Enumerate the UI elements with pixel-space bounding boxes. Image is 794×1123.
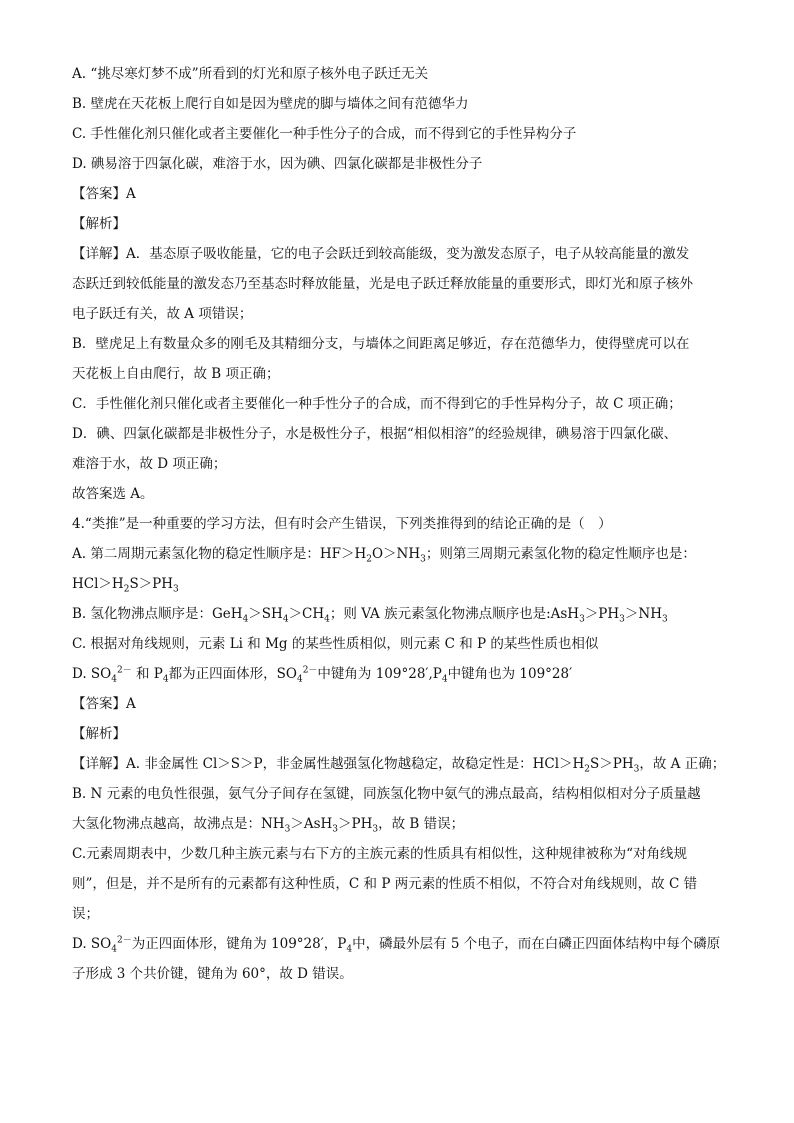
q3-option-d: D. 碘易溶于四氯化碳，难溶于水，因为碘、四氯化碳都是非极性分子 xyxy=(72,156,483,172)
q3-analysis-label: 【解析】 xyxy=(72,216,126,232)
q4-analysis-c-cont: 则”，但是，并不是所有的元素都有这种性质，C 和 P 两元素的性质不相似，不符合对角线规则，故 C 错 xyxy=(72,876,698,892)
q3-analysis-line: C．手性催化剂只催化或者主要催化一种手性分子的合成，而不得到它的手性异构分子，故 C 项正确； xyxy=(72,396,682,412)
q3-analysis-line: B．壁虎足上有数量众多的刚毛及其精细分支，与墙体之间距离足够近，存在范德华力，使得壁虎可以在 xyxy=(72,336,690,352)
q4-option-c: C. 根据对角线规则，元素 Li 和 Mg 的某些性质相似，则元素 C 和 P 的某些性质也相似 xyxy=(72,636,599,652)
q3-answer: 【答案】A xyxy=(72,186,136,202)
q3-analysis-line: 态跃迁到较低能量的激发态乃至基态时释放能量，光是电子跃迁释放能量的重要形式，即灯光和原子核外 xyxy=(72,276,693,292)
q4-analysis-d-cont: 子形成 3 个共价键，键角为 60°，故 D 错误。 xyxy=(72,966,353,982)
q3-option-a: A. “挑尽寒灯梦不成”所看到的灯光和原子核外电子跃迁无关 xyxy=(72,66,429,82)
q4-analysis-label: 【解析】 xyxy=(72,726,126,742)
q4-option-b: B. 氢化物沸点顺序是：$GeH_4>SH_4>CH_4$；则 VA 族元素氢化物沸点顺序也是$:AsH_3>PH_3>NH_3$ xyxy=(72,606,668,625)
q3-analysis-line: 【详解】A．基态原子吸收能量，它的电子会跃迁到较高能级，变为激发态原子，电子从较高能量的激发 xyxy=(72,246,690,262)
q3-analysis-line: 电子跃迁有关，故 A 项错误； xyxy=(72,306,253,322)
q4-analysis-b-cont: 大氢化物沸点越高，故沸点是：$NH_3>AsH_3>PH_3$，故 B 错误； xyxy=(72,816,465,835)
q4-option-a-cont: $HCl>H_2S>PH_3$ xyxy=(72,576,179,595)
document-page xyxy=(72,64,732,994)
q3-option-b: B. 壁虎在天花板上爬行自如是因为壁虎的脚与墙体之间有范德华力 xyxy=(72,96,469,112)
q3-analysis-line: 难溶于水，故 D 项正确； xyxy=(72,456,227,472)
q3-option-c: C. 手性催化剂只催化或者主要催化一种手性分子的合成，而不得到它的手性异构分子 xyxy=(72,126,577,142)
q4-analysis-b: B. N 元素的电负性很强，氨气分子间存在氢键，同族氢化物中氨气的沸点最高，结构相似相对分子质量越 xyxy=(72,786,701,802)
q4-option-d: D. $SO_4^{2-}$ 和 $P_4$都为正四面体形，$SO_4^{2-}$中键角为 $109^\circ 28',P_4$中键角也为 109°28′ xyxy=(72,665,573,685)
q4-analysis-a: 【详解】A. 非金属性 Cl＞S＞P，非金属性越强氢化物越稳定，故稳定性是：$HCl>H_2S>PH_3$，故 A 正确； xyxy=(72,756,726,775)
q4-answer: 【答案】A xyxy=(72,696,136,712)
q4-stem: 4.“类推”是一种重要的学习方法，但有时会产生错误，下列类推得到的结论正确的是（ ） xyxy=(72,516,612,532)
q4-analysis-d: D. $SO_4^{2-}$为正四面体形，键角为 109°28′，$P_4$中，磷最外层有 5 个电子，而在白磷正四面体结构中每个磷原 xyxy=(72,935,721,955)
q3-analysis-line: 故答案选 A。 xyxy=(72,486,154,502)
q4-analysis-c: C.元素周期表中，少数几种主族元素与右下方的主族元素的性质具有相似性，这种规律被称为“对角线规 xyxy=(72,846,688,862)
q3-analysis-line: D．碘、四氯化碳都是非极性分子，水是极性分子，根据“相似相溶”的经验规律，碘易溶于四氯化碳、 xyxy=(72,426,678,442)
q4-option-a: A. 第二周期元素氢化物的稳定性顺序是：$HF>H_2O>NH_3$；则第三周期元素氢化物的稳定性顺序也是： xyxy=(72,546,696,565)
q3-analysis-line: 天花板上自由爬行，故 B 项正确； xyxy=(72,366,280,382)
q4-analysis-c-cont: 误； xyxy=(72,906,99,922)
